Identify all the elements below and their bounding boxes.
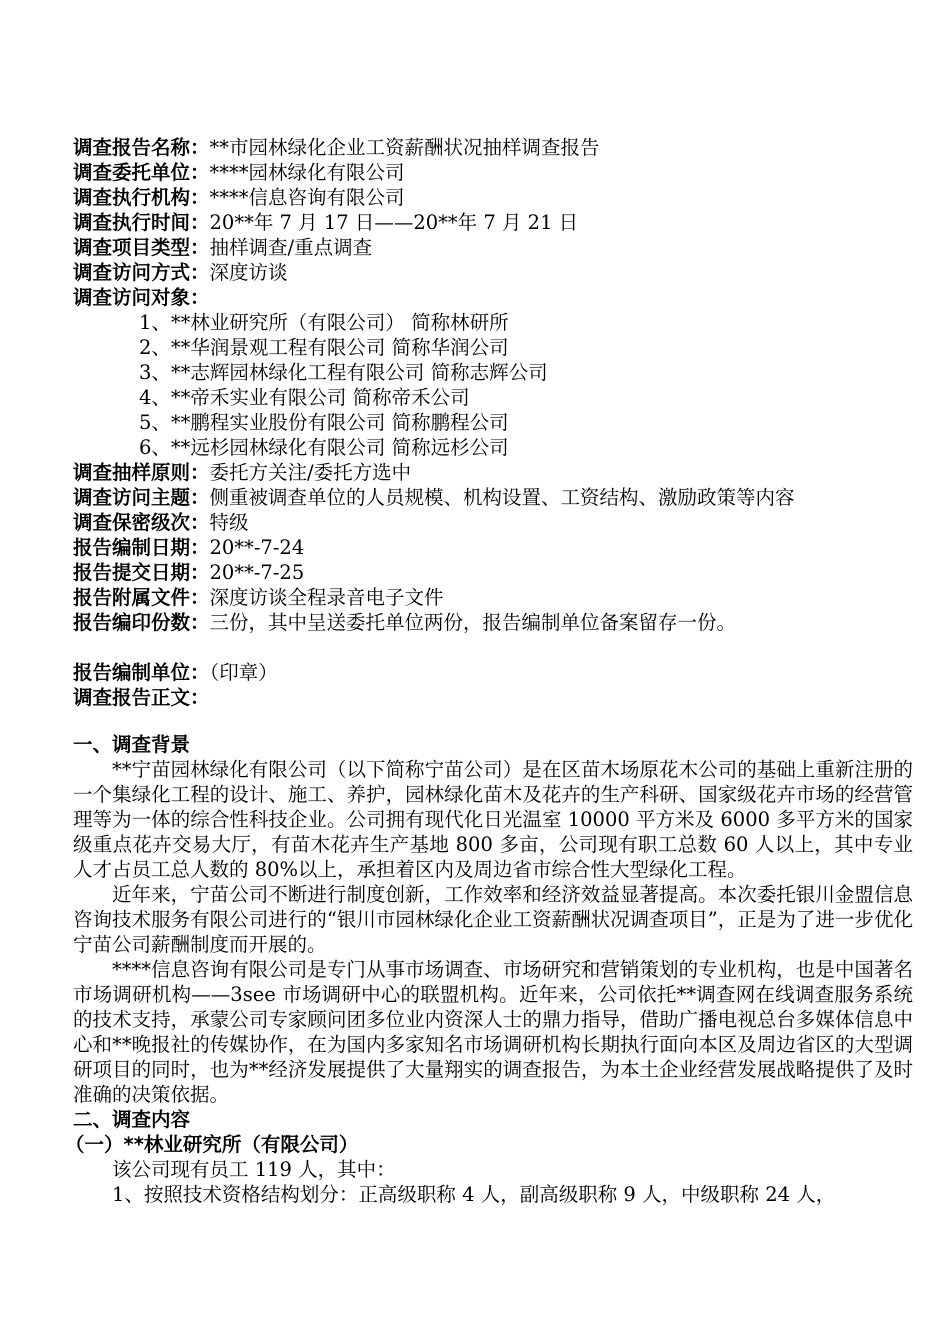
meta-time: 调查执行时间：20**年 7 月 17 日——20**年 7 月 21 日 [73,211,579,234]
object-item: 1、**林业研究所（有限公司） 简称林研所 [139,311,509,334]
paragraph: 1、按照技术资格结构划分：正高级职称 4 人，副高级职称 9 人，中级职称 24 人， [112,1183,836,1206]
object-item: 6、**远杉园林绿化有限公司 简称远杉公司 [139,436,509,459]
section-heading: 二、调查内容 [73,1108,191,1131]
meta-client: 调查委托单位：****园林绿化有限公司 [73,161,405,184]
paragraph: 该公司现有员工 119 人，其中： [112,1158,396,1181]
meta-secrecy: 调查保密级次：特级 [73,511,249,534]
meta-objects-label: 调查访问对象： [73,286,210,309]
paragraph: **宁苗园林绿化有限公司（以下简称宁苗公司）是在区苗木场原花木公司的基础上重新注册的一个集绿化工程的设计、施工、养护，园林绿化苗木及花卉的生产科研、国家级花卉市场的经营管理等为一体的综合性科技企业。公司拥有现代化日光温室 10000 平方米及 6000 多平方米的国家级重点花卉交易大厅，有苗木花卉生产基地 800 多亩，公司现有职工总数 60 人以上，其中专业人才占员工总人数的 80%以上，承担着区内及周边省市综合性大型绿化工程。 [73,758,913,881]
object-item: 5、**鹏程实业股份有限公司 简称鹏程公司 [139,411,509,434]
body-title: 调查报告正文： [73,686,210,709]
section-heading: 一、调查背景 [73,733,191,756]
report-metadata [73,135,913,710]
meta-copies: 报告编印份数：三份，其中呈送委托单位两份，报告编制单位备案留存一份。 [73,611,737,634]
meta-compile-date: 报告编制日期：20**-7-24 [73,536,305,559]
object-item: 4、**帝禾实业有限公司 简称帝禾公司 [139,386,470,409]
subsection-heading: （一）**林业研究所（有限公司） [65,1133,359,1156]
meta-submit-date: 报告提交日期：20**-7-25 [73,561,305,584]
object-item: 3、**志辉园林绿化工程有限公司 简称志辉公司 [139,361,548,384]
paragraph: 近年来，宁苗公司不断进行制度创新，工作效率和经济效益显著提高。本次委托银川金盟信息咨询技术服务有限公司进行的“银川市园林绿化企业工资薪酬状况调查项目”，正是为了进一步优化宁苗公司薪酬制度而开展的。 [73,883,913,956]
meta-report-name: 调查报告名称：**市园林绿化企业工资薪酬状况抽样调查报告 [73,136,600,159]
meta-type: 调查项目类型：抽样调查/重点调查 [73,236,373,259]
object-item: 2、**华润景观工程有限公司 简称华润公司 [139,336,509,359]
meta-method: 调查访问方式：深度访谈 [73,261,288,284]
meta-compiling-unit: 报告编制单位：（印章） [73,661,278,684]
spacer [73,635,913,660]
report-body [65,732,913,1207]
meta-sampling: 调查抽样原则：委托方关注/委托方选中 [73,461,412,484]
meta-theme: 调查访问主题：侧重被调查单位的人员规模、机构设置、工资结构、激励政策等内容 [73,486,795,509]
meta-attachments: 报告附属文件：深度访谈全程录音电子文件 [73,586,444,609]
meta-executor: 调查执行机构：****信息咨询有限公司 [73,186,405,209]
paragraph: ****信息咨询有限公司是专门从事市场调查、市场研究和营销策划的专业机构，也是中国著名市场调研机构——3see 市场调研中心的联盟机构。近年来，公司依托**调查网在线调查服务系统的技术支持，承蒙公司专家顾问团多位业内资深人士的鼎力指导，借助广播电视总台多媒体信息中心和**晚报社的传媒协作，在为国内多家知名市场调研机构长期执行面向本区及周边省区的大型调研项目的同时，也为**经济发展提供了大量翔实的调查报告，为本土企业经营发展战略提供了及时准确的决策依据。 [73,958,913,1106]
